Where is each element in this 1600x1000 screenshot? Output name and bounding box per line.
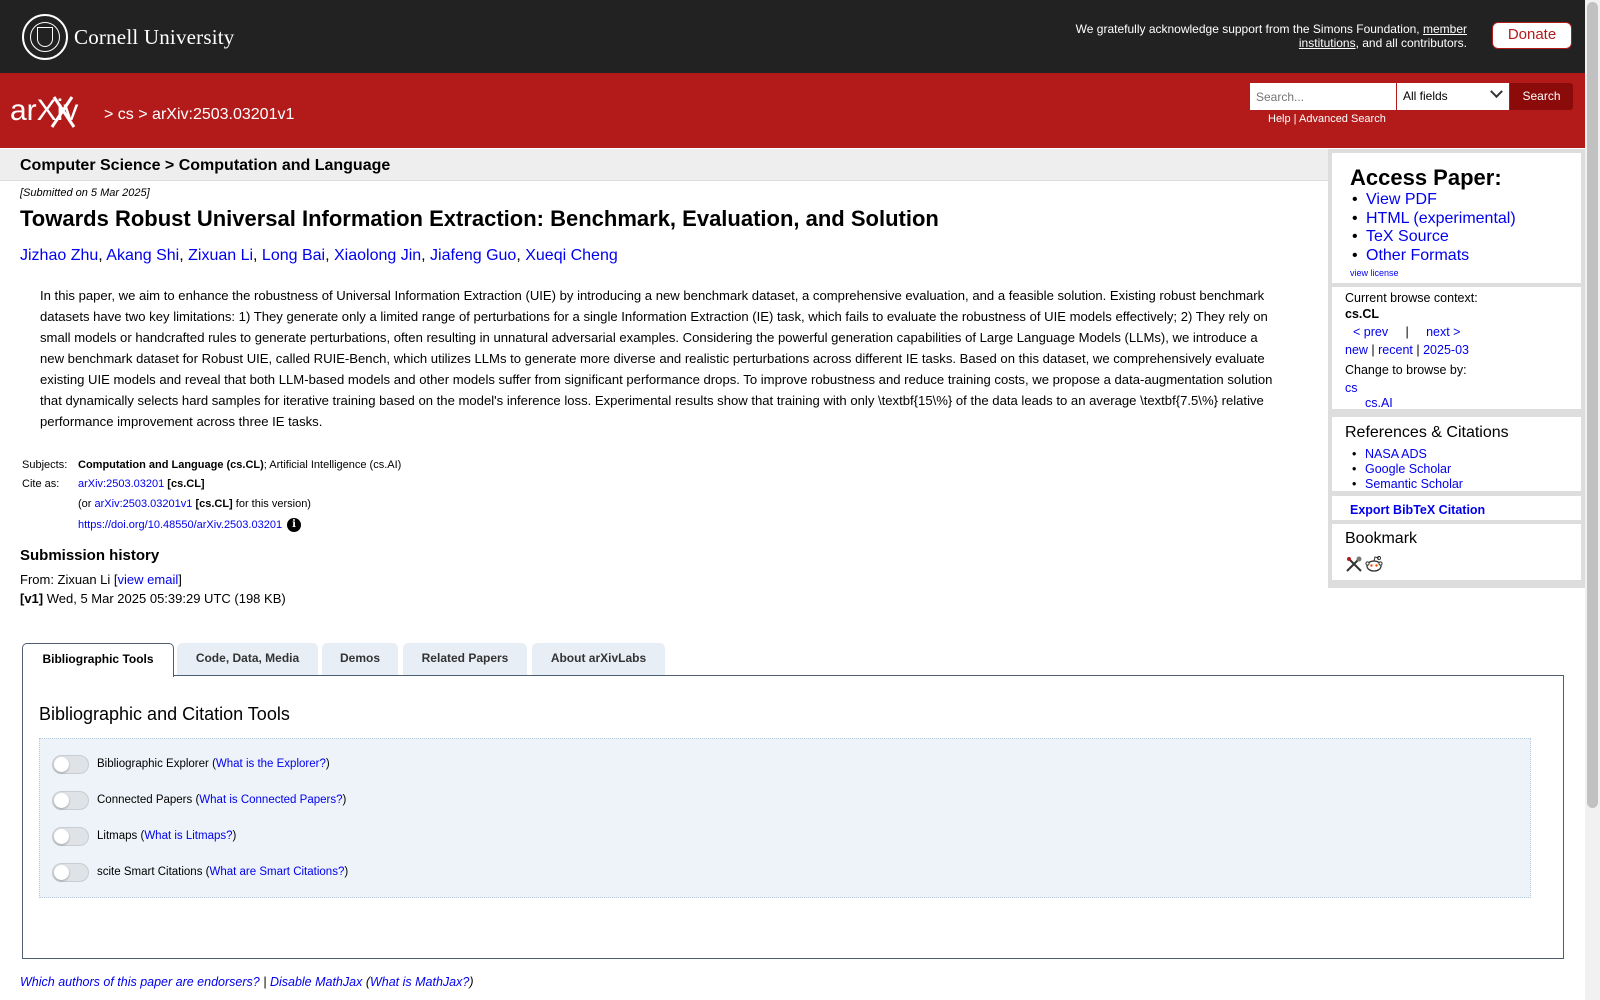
cite-id-link[interactable]: arXiv:2503.03201 — [78, 478, 165, 490]
access-paper-heading: Access Paper: — [1350, 165, 1502, 190]
donate-button[interactable]: Donate — [1492, 22, 1572, 49]
bookmark-heading: Bookmark — [1345, 530, 1418, 547]
author-link[interactable]: Jiafeng Guo — [430, 247, 517, 264]
search-button[interactable]: Search — [1510, 83, 1573, 110]
version-entry: [v1] Wed, 5 Mar 2025 05:39:29 UTC (198 KB) — [20, 591, 286, 606]
arxiv-logo-icon[interactable] — [10, 93, 100, 129]
nasa-ads-link[interactable]: NASA ADS — [1365, 447, 1427, 461]
what-is-mathjax-link[interactable]: What is MathJax? — [369, 975, 470, 989]
view-license-link[interactable]: view license — [1350, 268, 1399, 278]
cornell-name: Cornell University — [74, 24, 235, 49]
scite-toggle[interactable] — [52, 863, 89, 882]
what-is-connected-papers-link[interactable]: What is Connected Papers? — [199, 794, 343, 806]
chevron-down-icon — [1490, 85, 1503, 98]
subject-breadcrumb: Computer Science > Computation and Language — [20, 157, 391, 174]
semantic-scholar-link[interactable]: Semantic Scholar — [1365, 477, 1463, 491]
arxiv-header — [0, 73, 1585, 148]
recent-link[interactable]: recent — [1378, 343, 1413, 357]
tab-bibliographic-tools[interactable]: Bibliographic Tools — [22, 643, 174, 677]
browse-context-value: cs.CL — [1345, 307, 1380, 321]
what-is-explorer-link[interactable]: What is the Explorer? — [215, 758, 326, 770]
tab-demos[interactable]: Demos — [322, 643, 398, 676]
month-link[interactable]: 2025-03 — [1423, 343, 1469, 357]
breadcrumb-paper-id: arXiv:2503.03201v1 — [152, 106, 295, 123]
abstract: In this paper, we aim to enhance the robustness of Universal Information Extraction (UIE) by introducing a new benchmark dataset, a comprehensive evaluation, and a feasible solution. Existing robust benchmark datasets have two key limitations: 1) They generate only a limited range of perturbations for a single Information Extraction (IE) task, which fails to evaluate the robustness of UIE models effectively; 2) They rely on small models or handcrafted rules to generate perturbations, often resulting in unnatural adversarial examples. Considering the powerful generation capabilities of Large Language Models (LLMs), we introduce a new benchmark dataset for Robust UIE, called RUIE-Bench, which utilizes LLMs to generate more diverse and realistic perturbations across different IE tasks. Based on this dataset, we comprehensively evaluate existing UIE models and reveal that both LLM-based models and other models suffer from significant performance drops. To improve robustness and reduce training costs, we propose a data-augmentation solution that dynamically selects hard samples for iterative training based on the model's inference loss. Experimental results show that training with only \textbf{15\%} of the data leads to an average \textbf{7.5\%} relative performance improvement across three IE tasks. — [40, 288, 1273, 429]
access-paper-box — [1332, 153, 1581, 283]
next-link[interactable]: next > — [1426, 325, 1461, 339]
what-are-smart-citations-link[interactable]: What are Smart Citations? — [209, 866, 345, 878]
help-link[interactable]: Help — [1268, 113, 1291, 125]
endorsers-link[interactable]: Which authors of this paper are endorsers? — [20, 975, 260, 989]
tool-litmaps: Litmaps ( What is Litmaps? ) — [52, 826, 236, 846]
tool-scite: scite Smart Citations ( What are Smart Citations? ) — [52, 862, 348, 882]
scrollbar-thumb[interactable] — [1587, 2, 1598, 808]
references-links — [1365, 447, 1463, 492]
reddit-icon[interactable] — [1364, 554, 1384, 574]
browse-context-box: Current browse context: cs.CL < prev | next > new | recent | 2025-03 Change to browse by: cs cs.AI — [1332, 287, 1581, 409]
references-heading: References & Citations — [1345, 424, 1509, 441]
change-browse-label: Change to browse by: — [1345, 363, 1467, 377]
author-link[interactable]: Jizhao Zhu — [20, 247, 99, 264]
cornell-seal-icon — [22, 14, 68, 60]
subjects-value: Computation and Language (cs.CL); Artificial Intelligence (cs.AI) — [78, 459, 402, 471]
cornell-logo[interactable] — [22, 14, 235, 60]
tab-about-arxivlabs[interactable]: About arXivLabs — [532, 643, 665, 676]
submitter: From: Zixuan Li [view email] — [20, 572, 182, 587]
prev-link[interactable]: < prev — [1353, 325, 1389, 339]
bookmark-box — [1332, 524, 1581, 580]
member-institutions-link[interactable]: member institutions — [1298, 22, 1467, 50]
subject-breadcrumb-band — [0, 149, 1328, 181]
tool-connected-papers: Connected Papers ( What is Connected Papers? ) — [52, 790, 346, 810]
tool-bibliographic-explorer: Bibliographic Explorer ( What is the Explorer? ) — [52, 754, 330, 774]
connected-papers-toggle[interactable] — [52, 791, 89, 810]
tex-source-link[interactable]: TeX Source — [1366, 228, 1449, 245]
view-email-link[interactable]: view email — [117, 572, 179, 587]
advanced-search-link[interactable]: Advanced Search — [1299, 113, 1386, 125]
author-link[interactable]: Akang Shi — [106, 247, 180, 264]
tools-list — [39, 738, 1531, 898]
bibsonomy-icon[interactable] — [1345, 555, 1363, 573]
submission-history-heading: Submission history — [20, 547, 160, 564]
references-box — [1332, 417, 1581, 491]
bibtex-box — [1332, 496, 1581, 520]
new-link[interactable]: new — [1345, 343, 1368, 357]
breadcrumb: > cs > arXiv:2503.03201v1 — [104, 106, 295, 123]
paper-title: Towards Robust Universal Information Extraction: Benchmark, Evaluation, and Solution — [20, 206, 939, 231]
access-links — [1366, 191, 1516, 265]
html-experimental-link[interactable]: HTML (experimental) — [1366, 209, 1516, 227]
author-list: Jizhao Zhu, Akang Shi, Zixuan Li, Long Bai, Xiaolong Jin, Jiafeng Guo, Xueqi Cheng — [20, 247, 618, 264]
tab-code-data-media[interactable]: Code, Data, Media — [177, 643, 318, 676]
institution-bar — [0, 0, 1585, 73]
tab-related-papers[interactable]: Related Papers — [403, 643, 527, 676]
info-icon[interactable]: i — [287, 518, 301, 532]
author-link[interactable]: Xiaolong Jin — [333, 247, 422, 264]
submission-date: [Submitted on 5 Mar 2025] — [20, 187, 150, 199]
browse-cs-link[interactable]: cs — [1345, 381, 1358, 395]
browse-csai-link[interactable]: cs.AI — [1365, 396, 1393, 410]
view-pdf-link[interactable]: View PDF — [1366, 191, 1437, 208]
cite-label: Cite as: — [22, 478, 60, 490]
support-acknowledgement: We gratefully acknowledge support from the Simons Foundation, member institutions, and all contributors. — [1075, 22, 1467, 50]
cite-version-link[interactable]: arXiv:2503.03201v1 — [94, 498, 193, 510]
author-link[interactable]: Long Bai — [261, 247, 326, 264]
sidebar — [1328, 149, 1585, 588]
litmaps-toggle[interactable] — [52, 827, 89, 846]
bibliographic-explorer-toggle[interactable] — [52, 755, 89, 774]
arxiv-logo-text: arXiv — [10, 94, 79, 127]
footer-links: Which authors of this paper are endorsers? | Disable MathJax (What is MathJax?) — [20, 975, 474, 989]
author-link[interactable]: Zixuan Li — [188, 247, 254, 264]
google-scholar-link[interactable]: Google Scholar — [1365, 462, 1452, 476]
subjects-label: Subjects: — [22, 459, 68, 471]
search-input[interactable] — [1250, 83, 1396, 110]
browse-context-label: Current browse context: — [1345, 291, 1478, 305]
what-is-litmaps-link[interactable]: What is Litmaps? — [144, 830, 233, 842]
bibliographic-tools-panel — [22, 675, 1564, 959]
export-bibtex-link[interactable]: Export BibTeX Citation — [1350, 503, 1486, 517]
help-links: Help | Advanced Search — [1268, 113, 1386, 125]
author-link[interactable]: Xueqi Cheng — [525, 247, 618, 264]
disable-mathjax-link[interactable]: Disable MathJax — [269, 975, 363, 989]
breadcrumb-cs[interactable]: cs — [117, 106, 134, 123]
other-formats-link[interactable]: Other Formats — [1366, 246, 1470, 264]
panel-title: Bibliographic and Citation Tools — [39, 704, 290, 724]
doi-link[interactable]: https://doi.org/10.48550/arXiv.2503.03201 — [78, 519, 283, 531]
search-field-select[interactable]: All fields — [1397, 83, 1509, 110]
